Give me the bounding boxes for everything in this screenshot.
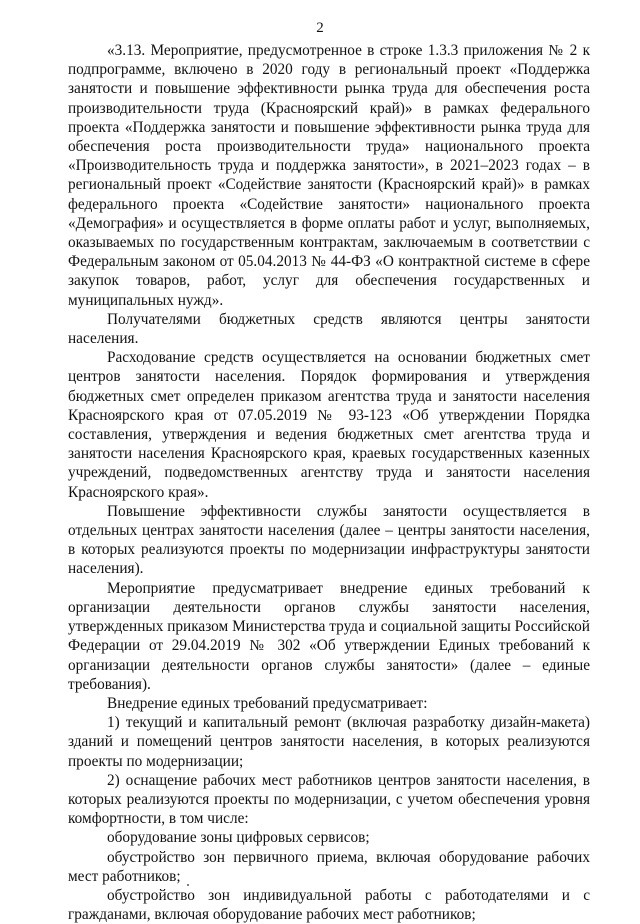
list-item-equipment: 2) оснащение рабочих мест работников центров занятости населения, в которых реализуются проекты по модернизации, с учетом обеспечения уровня комфортности, в том числе: <box>68 771 590 828</box>
document-body <box>68 41 590 924</box>
page-number: 2 <box>316 20 324 36</box>
paragraph-recipients: Получателями бюджетных средств являются центры занятости населения. <box>68 310 590 348</box>
paragraph-spending: Расходование средств осуществляется на основании бюджетных смет центров занятости населения. Порядок формирования и утверждения бюджетных смет определен приказом агентства труда и занятости населения Красноярского края от 07.05.2019 № 93-123 «Об утверждении Порядка составления, утверждения и ведения бюджетных смет агентства труда и занятости населения Красноярского края, краевых государственных казенных учреждений, подведомственных агентству труда и занятости населения Красноярского края». <box>68 349 590 501</box>
list-item-reception-zone: обустройство зон первичного приема, включая оборудование рабочих мест работников; <box>68 848 590 885</box>
paragraph-3-13: «3.13. Мероприятие, предусмотренное в строке 1.3.3 приложения № 2 к подпрограмме, включено в 2020 году в региональный проект «Поддержка занятости и повышение эффективности рынка труда для обеспечения роста производительности труда (Красноярский край)» в рамках федерального проекта «Поддержка занятости и повышение эффективности рынка труда для обеспечения роста производительности труда» национального проекта «Производительность труда и поддержка занятости», в 2021–2023 годах – в региональный проект «Содействие занятости (Красноярский край)» в рамках федерального проекта «Содействие занятости» национального проекта «Демография» и осуществляется в форме оплаты работ и услуг, выполняемых, оказываемых по государственным контрактам, заключаемым в соответствии с Федеральным законом от 05.04.2013 № 44-ФЗ «О контрактной системе в сфере закупок товаров, работ, услуг для обеспечения государственных и муниципальных нужд». <box>68 42 590 309</box>
paragraph-requirements: Мероприятие предусматривает внедрение единых требований к организации деятельности органов службы занятости населения, утвержденных приказом Министерства труда и социальной защиты Российской Федерации от 29.04.2019 № 302 «Об утверждении Единых требований к организации деятельности органов службы занятости» (далее – единые требования). <box>68 579 590 693</box>
scan-speck <box>187 884 189 886</box>
paragraph-efficiency: Повышение эффективности службы занятости осуществляется в отдельных центрах занятости населения (далее – центры занятости населения, в которых реализуются проекты по модернизации инфраструктуры занятости населения). <box>68 502 590 578</box>
paragraph-implementation: Внедрение единых требований предусматривает: <box>107 694 428 712</box>
list-item-individual-zone: обустройство зон индивидуальной работы с работодателями и с гражданами, включая оборудование рабочих мест работников; <box>68 886 590 924</box>
list-item-repair: 1) текущий и капитальный ремонт (включая разработку дизайн-макета) зданий и помещений центров занятости населения, в которых реализуются проекты по модернизации; <box>68 714 590 770</box>
list-item-digital-zone: оборудование зоны цифровых сервисов; <box>107 829 370 847</box>
